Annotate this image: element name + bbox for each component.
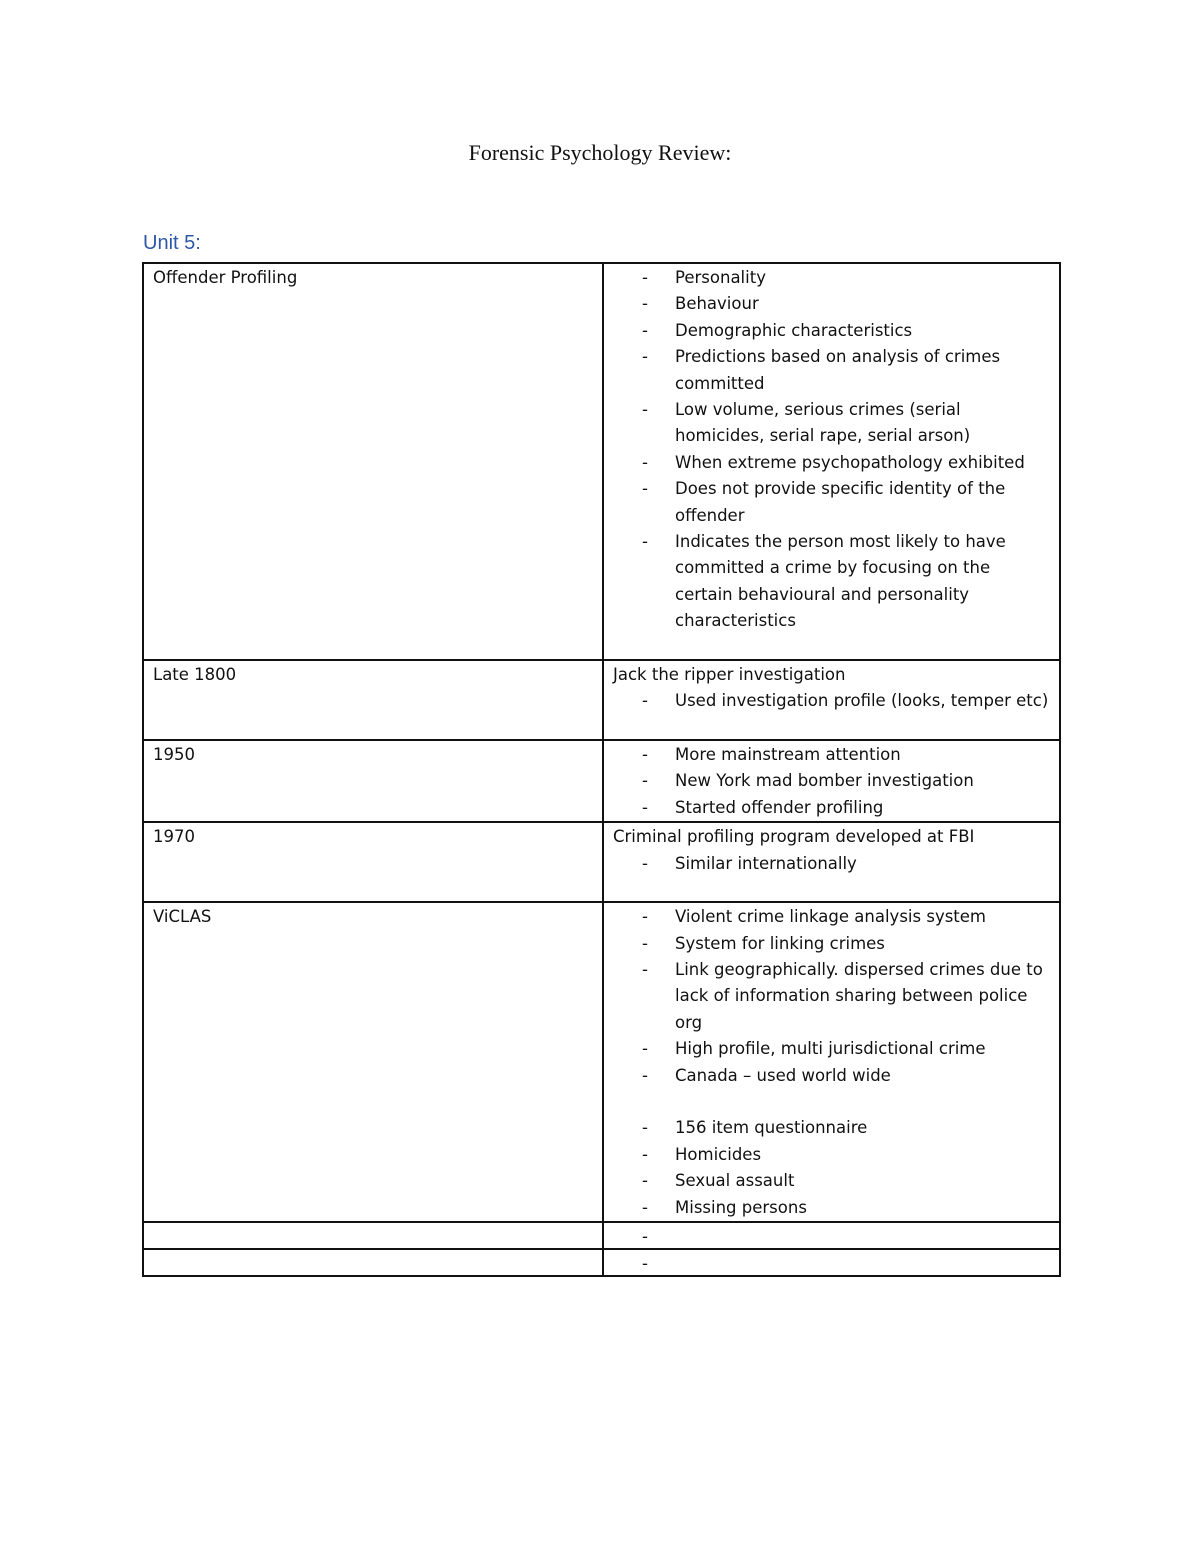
topic-cell: [143, 1222, 603, 1249]
topic-cell: Offender Profiling: [143, 263, 603, 660]
table-row: [143, 1249, 1060, 1276]
table-row: [143, 740, 1060, 822]
notes-cell: [603, 660, 1060, 740]
list-item: - Similar internationally: [675, 851, 1051, 877]
list-item: - Indicates the person most likely to have committed a crime by focusing on the certain behavioural and personality characteristics: [675, 529, 1051, 635]
notes-list: [613, 904, 1051, 1221]
notes-list: [613, 742, 1051, 821]
list-item: - 156 item questionnaire: [675, 1115, 1051, 1141]
list-item: - Personality: [675, 265, 1051, 291]
unit-heading: Unit 5:: [143, 232, 201, 254]
list-item: - Link geographically. dispersed crimes due to lack of information sharing between police org: [675, 957, 1051, 1036]
list-item: - Demographic characteristics: [675, 318, 1051, 344]
document-title: Forensic Psychology Review:: [468, 140, 732, 165]
notes-intro: Criminal profiling program developed at FBI: [613, 827, 975, 847]
table-row: [143, 822, 1060, 902]
list-item: - Sexual assault: [675, 1168, 1051, 1194]
topic-cell: Late 1800: [143, 660, 603, 740]
notes-cell: [603, 740, 1060, 822]
topic-cell: [143, 1249, 603, 1276]
notes-list: [613, 688, 1051, 714]
list-item: - High profile, multi jurisdictional crime: [675, 1036, 1051, 1062]
table-row: [143, 660, 1060, 740]
review-table: [142, 262, 1061, 1277]
list-item: - Used investigation profile (looks, temper etc): [675, 688, 1051, 714]
table-row: [143, 1222, 1060, 1249]
list-item: - More mainstream attention: [675, 742, 1051, 768]
notes-list: [613, 265, 1051, 635]
list-item: - Homicides: [675, 1142, 1051, 1168]
topic-cell: ViCLAS: [143, 902, 603, 1222]
notes-cell: [603, 263, 1060, 660]
notes-cell: [603, 1249, 1060, 1276]
list-item: - Started offender profiling: [675, 795, 1051, 821]
notes-cell: [603, 822, 1060, 902]
table-row: [143, 263, 1060, 660]
list-item: - Predictions based on analysis of crimes committed: [675, 344, 1051, 397]
list-item: - Does not provide specific identity of the offender: [675, 476, 1051, 529]
notes-intro: Jack the ripper investigation: [613, 665, 846, 684]
topic-cell: 1970: [143, 822, 603, 902]
notes-list: [613, 851, 1051, 877]
table-row: [143, 902, 1060, 1222]
topic-cell: 1950: [143, 740, 603, 822]
list-item: - Violent crime linkage analysis system: [675, 904, 1051, 930]
list-item: - Missing persons: [675, 1195, 1051, 1221]
list-item: - New York mad bomber investigation: [675, 768, 1051, 794]
notes-cell: [603, 902, 1060, 1222]
list-item: - When extreme psychopathology exhibited: [675, 450, 1051, 476]
list-item: - Canada – used world wide: [675, 1063, 1051, 1089]
list-item: - Low volume, serious crimes (serial homicides, serial rape, serial arson): [675, 397, 1051, 450]
notes-cell: [603, 1222, 1060, 1249]
list-item: - System for linking crimes: [675, 931, 1051, 957]
list-item: - Behaviour: [675, 291, 1051, 317]
